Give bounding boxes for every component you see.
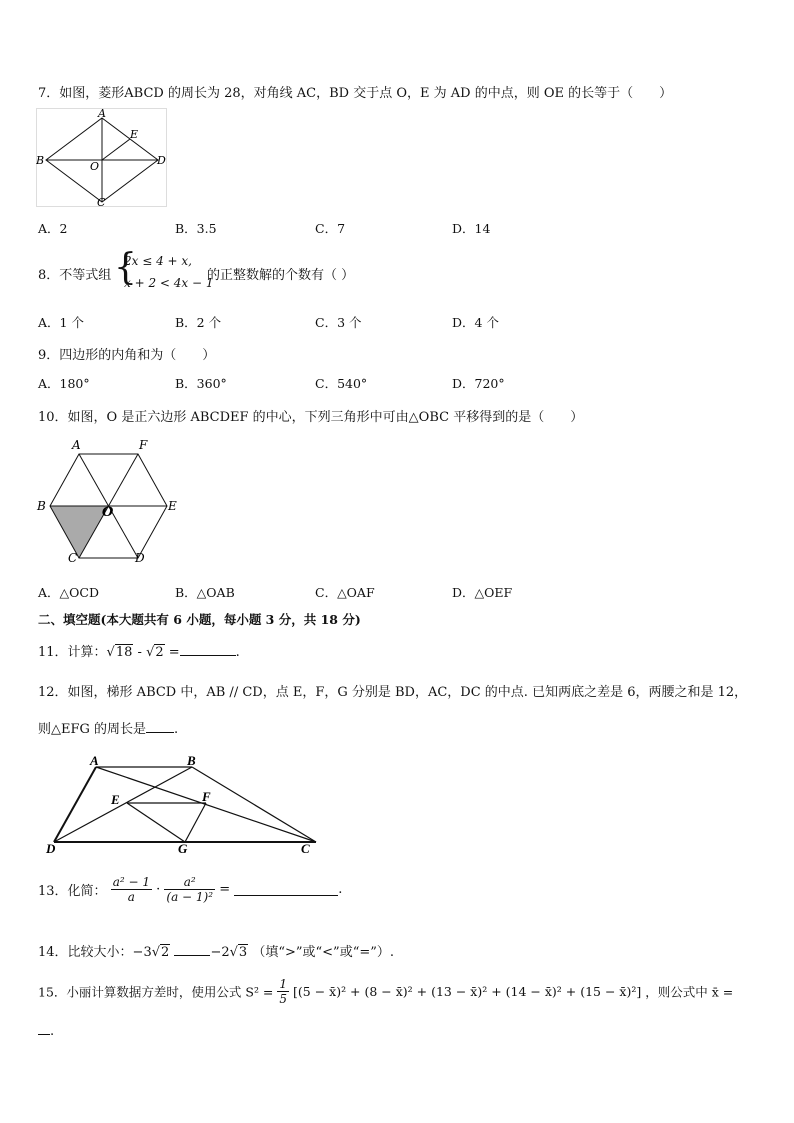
q8-option-c: C．3 个 (315, 315, 362, 330)
q15-formula: [(5 − x̄)² + (8 − x̄)² + (13 − x̄)² + (14 − x̄)² + (15 − x̄)²] (293, 984, 642, 999)
q8-line1: 2x ≤ 4 + x, (124, 254, 192, 268)
q11-sqrt-sign-2: √ (146, 645, 155, 660)
q7-label-e: E (130, 128, 139, 141)
q13-answer-blank (234, 883, 338, 896)
q7-rhombus-figure (36, 108, 168, 208)
q11-sqrt-sign-1: √ (106, 645, 115, 660)
q10-label-e: E (168, 499, 177, 513)
q12-trapezoid-figure (44, 752, 324, 858)
q10-label-c: C (68, 551, 78, 565)
q9-text: 9．四边形的内角和为（ ） (38, 348, 216, 363)
q12-line1: 12．如图，梯形 ABCD 中，AB // CD，点 E，F，G 分别是 BD，AC，DC 的中点. 已知两底之差是 6，两腰之和是 12， (38, 685, 748, 700)
q7-option-d: D．14 (452, 221, 491, 236)
q10-label-b: B (37, 499, 46, 513)
q7-option-c: C．7 (315, 221, 346, 236)
q12-line2-wrap: 则△EFG 的周长是 . (38, 722, 179, 737)
q7-label-c: C (97, 196, 106, 208)
q14-radicand-b: 3 (238, 945, 248, 960)
q13-prefix: 13．化简： (38, 884, 107, 899)
q12-label-c: C (301, 841, 310, 856)
q12-label-f: F (202, 789, 211, 804)
q11-answer-blank (180, 643, 236, 656)
q12-label-e: E (111, 792, 120, 807)
q14-suffix: （填“>”或“<”或“=”）. (252, 945, 395, 960)
q13-den-2: (a − 1)² (166, 890, 214, 904)
q13-expression: 13．化简： $\frac{\text{a² − 1}}{a}$ · $\frac{\text{a²}}{\text{(a − 1)²}}$ = . (38, 875, 343, 904)
section-heading: 二、填空题(本大题共有 6 小题，每小题 3 分，共 18 分) (38, 612, 361, 627)
q15-expression (38, 977, 733, 1006)
q14-expression: 14．比较大小：−3√2 −2√3 （填“>”或“<”或“=”）. (38, 945, 395, 960)
q15-prefix: 15．小丽计算数据方差时，使用公式 S² = (38, 984, 274, 1000)
q14-radicand-a: 2 (161, 945, 170, 960)
q12-label-b: B (187, 753, 196, 768)
q10-label-f: F (139, 438, 148, 452)
q13-fraction-2 (164, 875, 215, 904)
q9-option-b: B．360° (175, 376, 227, 391)
q7-label-o: O (90, 160, 100, 173)
q10-label-a: A (72, 438, 81, 452)
q13-num-1: a² − 1 (112, 875, 150, 889)
q7-label-d: D (157, 154, 166, 167)
q10-text: 10．如图，O 是正六边形 ABCDEF 的中心，下列三角形中可由△OBC 平移得到的是（ ） (38, 410, 584, 425)
q11-prefix: 11．计算： (38, 645, 107, 660)
q8-option-d: D．4 个 (452, 315, 499, 330)
q11-equals: = (164, 645, 180, 660)
q13-fraction-1 (111, 875, 152, 904)
q12-label-d: D (46, 841, 56, 856)
q14-coef-b: −2 (210, 945, 230, 960)
q8-suffix: 的正整数解的个数有（ ） (207, 268, 355, 283)
q13-num-2: a² (164, 875, 215, 890)
q10-option-d: D．△OEF (452, 585, 513, 600)
q10-option-c: C．△OAF (315, 585, 375, 600)
q7-option-a: A．2 (38, 221, 68, 236)
q11-expression: 11．计算：√18 - √2 = . (38, 645, 240, 660)
q12-label-a: A (90, 753, 99, 768)
q14-prefix: 14．比较大小： (38, 945, 133, 960)
q8-prefix: 8．不等式组 (38, 268, 112, 283)
q11-radicand-2: 2 (155, 645, 164, 660)
q15-frac-den: 5 (279, 992, 288, 1006)
q12-label-g: G (178, 841, 188, 856)
q8-brace: { (114, 247, 137, 288)
q15-suffix: ，则公式中 x̄ = (645, 984, 734, 1000)
q12-answer-blank (146, 720, 174, 733)
q11-radicand-1: 18 (115, 645, 133, 660)
q10-hexagon-figure (34, 436, 184, 568)
q15-answer-blank (38, 1022, 50, 1035)
q9-option-d: D．720° (452, 376, 505, 391)
q8-option-a: A．1 个 (38, 315, 84, 330)
q10-option-b: B．△OAB (175, 585, 235, 600)
q15-fraction (277, 977, 289, 1006)
q14-coef-a: −3 (132, 945, 152, 960)
q10-label-d: D (135, 551, 145, 565)
q15-frac-num: 1 (279, 977, 288, 991)
q8-option-b: B．2 个 (175, 315, 222, 330)
q14-answer-blank (174, 943, 210, 956)
q8-line2: x + 2 < 4x − 1 (124, 276, 214, 290)
q11-minus: - (133, 645, 147, 660)
q12-line2: 则△EFG 的周长是 (38, 722, 147, 737)
q15-end-wrap (38, 1022, 54, 1039)
q7-option-b: B．3.5 (175, 221, 217, 236)
q9-option-a: A．180° (38, 376, 90, 391)
q13-dot: · (156, 882, 161, 897)
q7-text: 7．如图，菱形ABCD 的周长为 28，对角线 AC，BD 交于点 O，E 为 AD 的中点，则 OE 的长等于（ ） (38, 86, 673, 101)
q7-label-b: B (36, 154, 45, 167)
q7-label-a: A (98, 108, 106, 120)
q9-option-c: C．540° (315, 376, 368, 391)
q13-den-1: a (127, 890, 135, 904)
q10-option-a: A．△OCD (38, 585, 99, 600)
q13-equals: = (219, 882, 231, 897)
q15-end: . (50, 1024, 55, 1039)
q10-label-o: O (102, 505, 114, 520)
